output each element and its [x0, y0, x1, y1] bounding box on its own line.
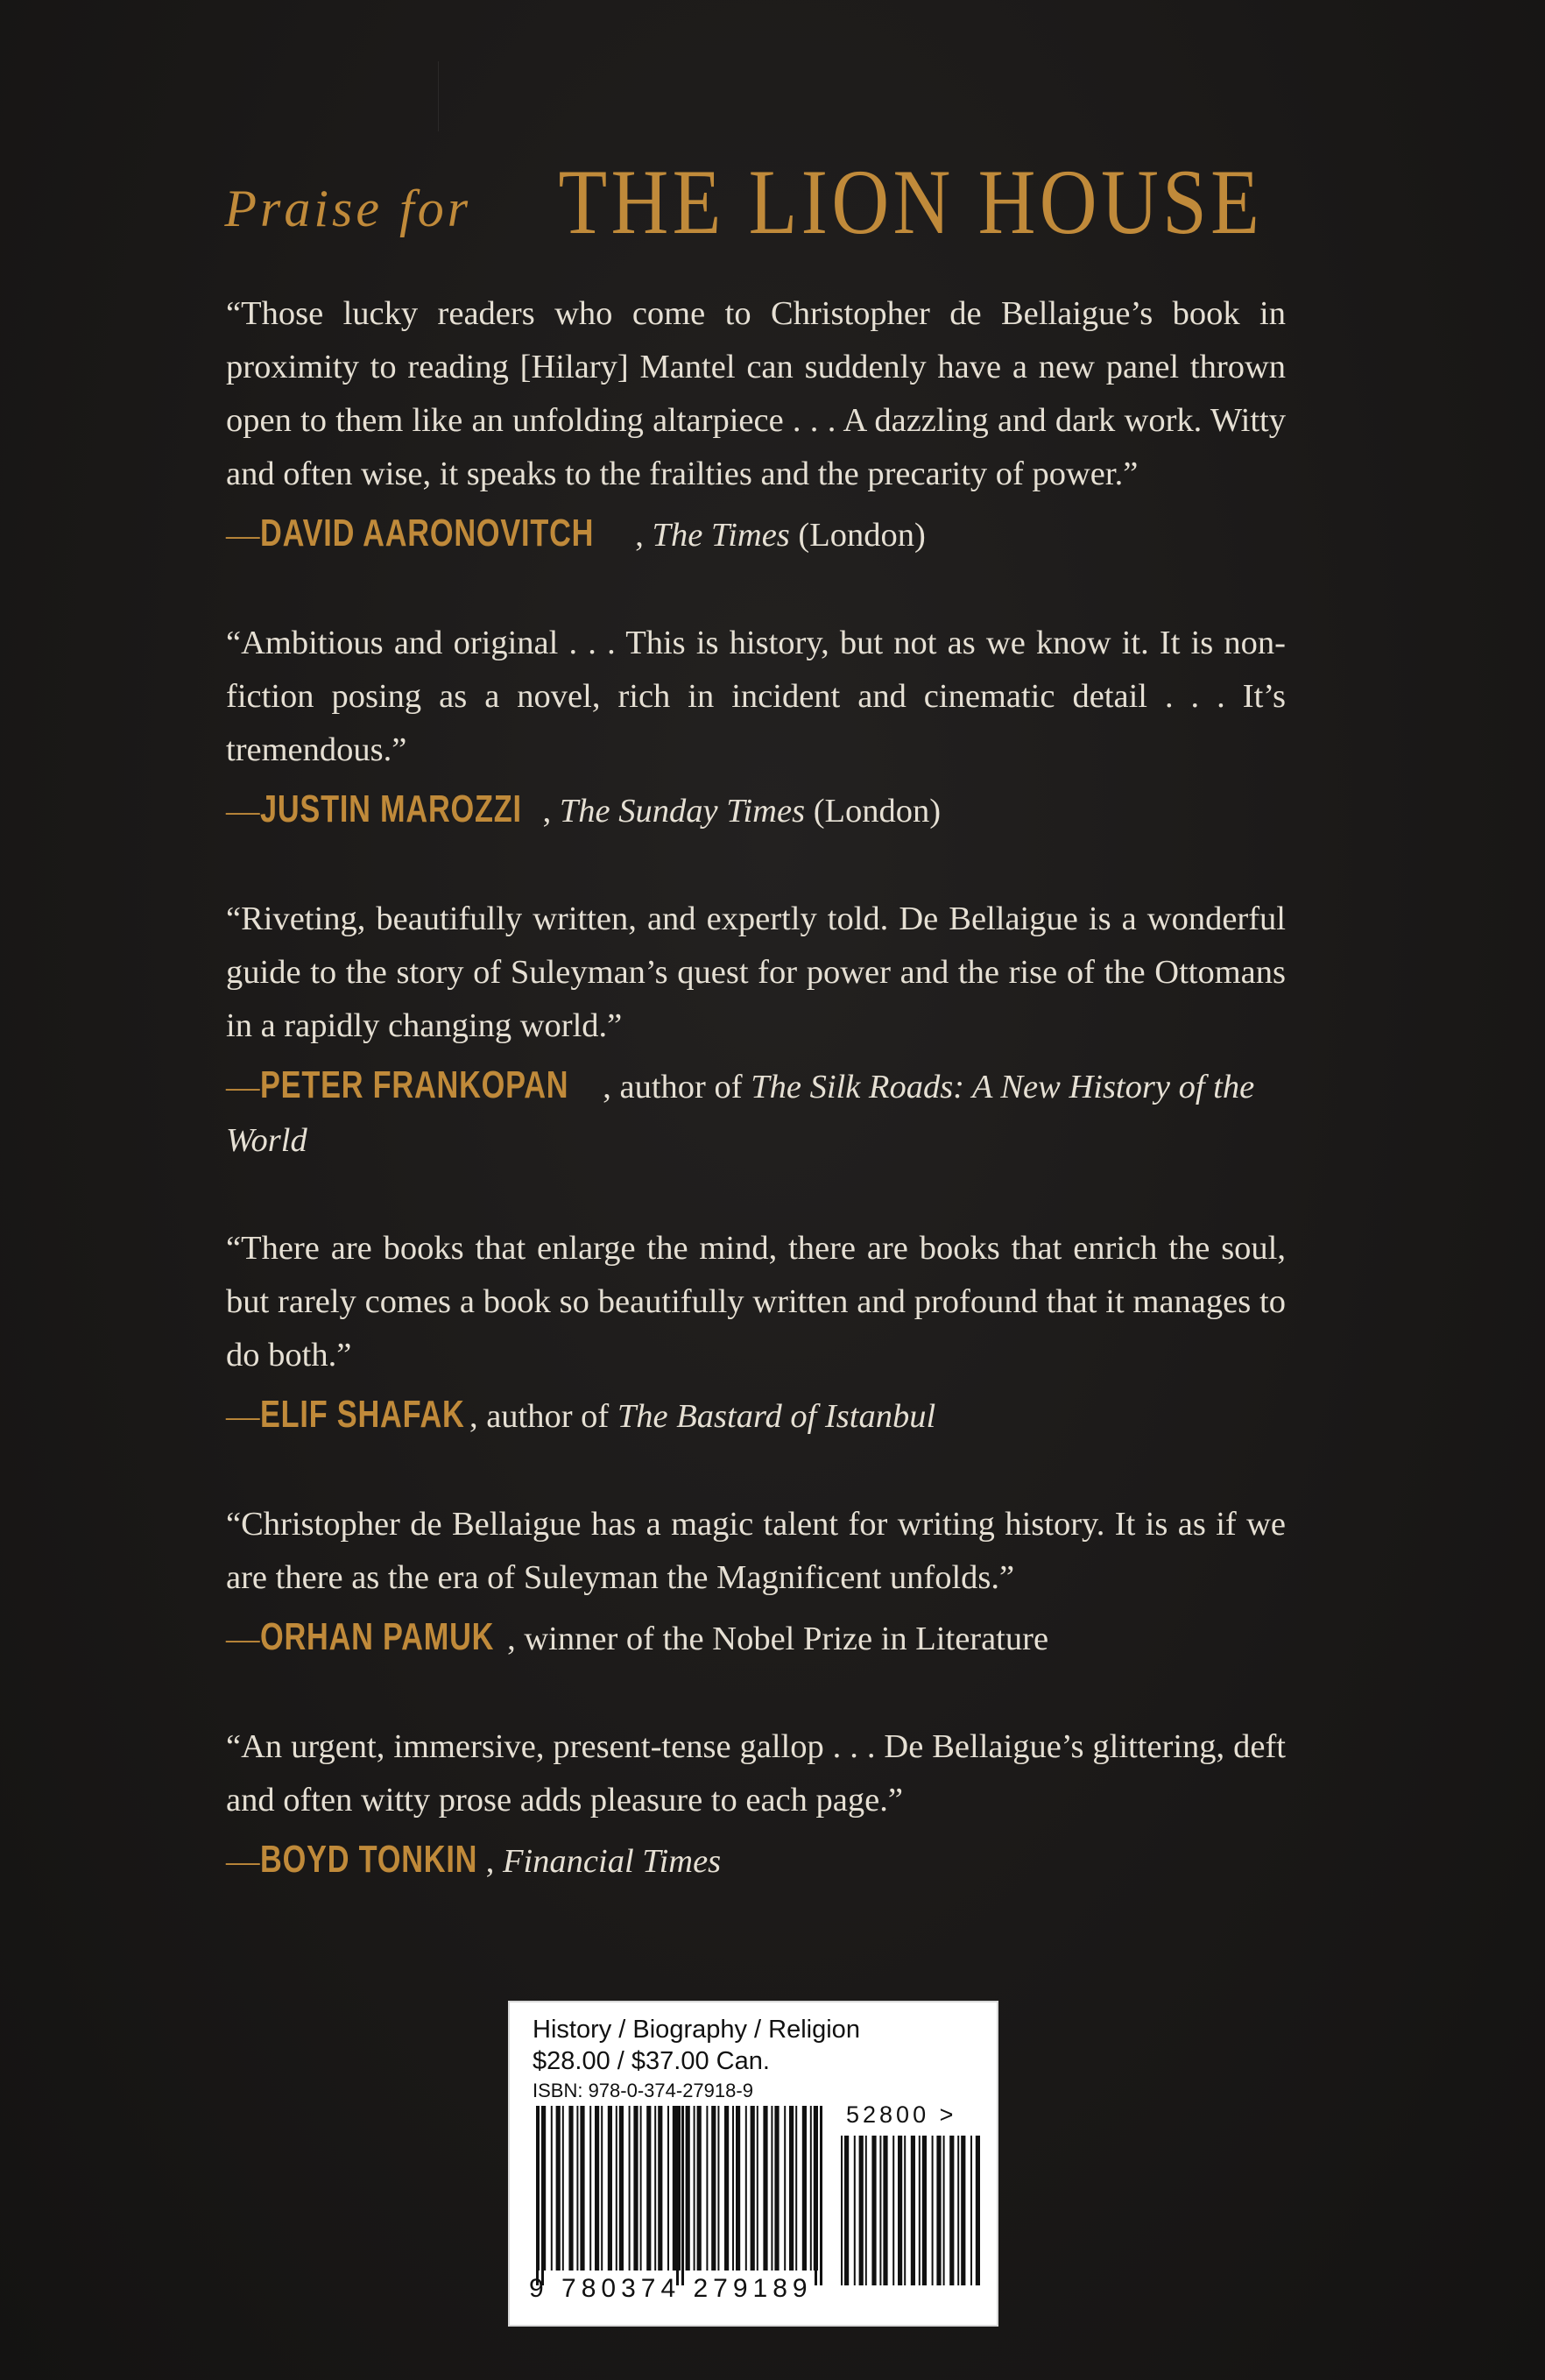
barcode-bar	[898, 2136, 902, 2285]
barcode-panel	[508, 2001, 998, 2327]
barcode-bar	[795, 2106, 797, 2271]
blurb	[226, 287, 1286, 562]
barcode-bar	[717, 2106, 719, 2271]
blurb	[226, 617, 1286, 838]
barcode-bar	[949, 2136, 954, 2285]
barcode-bar	[961, 2136, 965, 2285]
barcode-guard-bar	[541, 2106, 544, 2285]
reviewer-name: BOYD TONKIN	[259, 1838, 477, 1881]
barcode-bar	[686, 2106, 690, 2271]
barcode-bar	[871, 2136, 876, 2285]
barcode-guard-bar	[820, 2106, 822, 2285]
barcode-bar	[576, 2106, 578, 2271]
barcode-bar	[774, 2106, 779, 2271]
barcode-bar	[562, 2106, 564, 2271]
publication-name: Financial Times	[502, 1843, 722, 1880]
barcode-bar	[810, 2106, 812, 2271]
barcode-bar	[608, 2106, 612, 2271]
blurb-attribution	[226, 506, 1286, 562]
barcode-bar	[763, 2106, 767, 2271]
isbn-barcode	[533, 2106, 988, 2299]
cover-scratch	[438, 61, 439, 131]
barcode-bar	[943, 2136, 945, 2285]
barcode-bar	[904, 2136, 906, 2285]
barcode-bar	[706, 2106, 708, 2271]
attribution-separator: ,	[542, 793, 552, 830]
blurb-text: “Christopher de Bellaigue has a magic talent for writing history. It is as if we are there as the era of Suleyman the Magnificent unfolds.”	[226, 1506, 1286, 1596]
attribution-separator: , author of	[603, 1069, 743, 1105]
barcode-guard-bar	[676, 2106, 679, 2285]
barcode-bar	[970, 2136, 972, 2285]
barcode-bar	[667, 2106, 669, 2271]
barcode-bar	[751, 2106, 755, 2271]
praise-heading	[0, 149, 1545, 256]
barcode-bar	[679, 2106, 681, 2271]
barcode-bar	[865, 2136, 867, 2285]
reviewer-name: PETER FRANKOPAN	[259, 1063, 568, 1106]
barcode-bar	[732, 2106, 734, 2271]
attribution-separator: ,	[485, 1843, 495, 1880]
blurb-attribution	[226, 1610, 1286, 1666]
barcode-bar	[976, 2136, 980, 2285]
attribution-separator: , winner of the Nobel Prize in Literature	[507, 1621, 1049, 1657]
publication-suffix: (London)	[805, 793, 942, 830]
blurb-list	[226, 287, 1286, 1889]
reviewer-name: DAVID AARONOVITCH	[259, 512, 594, 554]
barcode-bar	[658, 2106, 662, 2271]
barcode-bar	[568, 2106, 573, 2271]
price-code: 52800 >	[846, 2101, 957, 2128]
publication-name: The Times	[652, 517, 790, 554]
blurb-attribution	[226, 1833, 1286, 1889]
barcode-bar	[911, 2136, 915, 2285]
blurb-text: “Ambitious and original . . . This is history, but not as we know it. It is non-fiction posing as a novel, rich in incident and cinematic detail . . . It’s tremendous.”	[226, 625, 1286, 768]
book-price: $28.00 / $37.00 Can.	[533, 2047, 770, 2075]
barcode-bar	[640, 2106, 642, 2271]
praise-for-label: Praise for	[224, 180, 472, 237]
blurb-text: “Those lucky readers who come to Christopher de Bellaigue’s book in proximity to reading [Hilary] Mantel can suddenly have a new panel thrown open to them like an unfolding altarpiece . . . A dazzling and dark work. Witty and often wise, it speaks to the frailties and the precarity of power.”	[226, 295, 1286, 492]
barcode-bar	[551, 2106, 553, 2271]
book-title: THE LION HOUSE	[558, 151, 1264, 253]
barcode-bar	[784, 2106, 786, 2271]
barcode-bar	[745, 2106, 747, 2271]
blurb-attribution	[226, 1388, 1286, 1444]
barcode-bar	[844, 2136, 849, 2285]
barcode-bar	[841, 2136, 843, 2285]
barcode-bar	[556, 2106, 561, 2271]
attribution-dash: —	[226, 793, 260, 830]
ean-digits: 9 780374 279189	[529, 2274, 813, 2303]
barcode-guard-bar	[815, 2106, 817, 2285]
barcode-bar	[616, 2106, 617, 2271]
attribution-dash: —	[226, 1843, 260, 1880]
attribution-dash: —	[226, 1069, 260, 1105]
blurb-text: “An urgent, immersive, present-tense gallop . . . De Bellaigue’s glittering, deft and often witty prose adds pleasure to each page.”	[226, 1728, 1286, 1819]
attribution-separator: , author of	[469, 1398, 610, 1435]
barcode-bar	[580, 2106, 584, 2271]
barcode-bar	[697, 2106, 702, 2271]
barcode-bar	[922, 2136, 927, 2285]
blurb	[226, 1222, 1286, 1444]
barcode-bar	[802, 2106, 807, 2271]
barcode-bar	[629, 2106, 631, 2271]
blurb-attribution	[226, 782, 1286, 838]
barcode-bar	[789, 2106, 794, 2271]
blurb	[226, 1498, 1286, 1666]
publication-name: The Sunday Times	[559, 793, 806, 830]
barcode-bar	[711, 2106, 716, 2271]
barcode-bar	[646, 2106, 651, 2271]
reviewer-name: JUSTIN MAROZZI	[259, 787, 522, 830]
barcode-bar	[854, 2136, 856, 2285]
blurb-text: “Riveting, beautifully written, and expertly told. De Bellaigue is a wonderful guide to the story of Suleyman’s quest for power and the rise of the Ottomans in a rapidly changing world.”	[226, 900, 1286, 1044]
publication-name: The Silk Roads: A New History of the World	[226, 1069, 1255, 1159]
barcode-guard-bar	[536, 2106, 539, 2285]
barcode-bar	[879, 2136, 881, 2285]
barcode-bar	[771, 2106, 772, 2271]
isbn-label: ISBN: 978-0-374-27918-9	[533, 2080, 753, 2101]
attribution-dash: —	[226, 517, 260, 554]
barcode-bar	[694, 2106, 695, 2271]
barcode-bar	[932, 2136, 934, 2285]
blurb-attribution	[226, 1058, 1286, 1168]
barcode-bar	[892, 2136, 894, 2285]
publication-name: The Bastard of Istanbul	[617, 1398, 936, 1435]
attribution-separator: ,	[635, 517, 644, 554]
reviewer-name: ELIF SHAFAK	[259, 1393, 465, 1436]
barcode-bar	[633, 2106, 638, 2271]
barcode-bar	[936, 2136, 941, 2285]
barcode-bar	[736, 2106, 740, 2271]
blurb-text: “There are books that enlarge the mind, there are books that enrich the soul, but rarely comes a book so beautifully written and profound that it manages to do both.”	[226, 1230, 1286, 1374]
barcode-bar	[883, 2136, 887, 2285]
blurb	[226, 1720, 1286, 1889]
barcode-bar	[859, 2136, 864, 2285]
barcode-bar	[724, 2106, 729, 2271]
blurb	[226, 893, 1286, 1168]
barcode-bar	[601, 2106, 603, 2271]
barcode-bar	[595, 2106, 599, 2271]
barcode-guard-bar	[681, 2106, 684, 2285]
barcode-bar	[957, 2136, 959, 2285]
barcode-bar	[757, 2106, 758, 2271]
reviewer-name: ORHAN PAMUK	[259, 1615, 494, 1658]
barcode-bar	[919, 2136, 921, 2285]
attribution-dash: —	[226, 1398, 260, 1435]
barcode-bar	[619, 2106, 624, 2271]
barcode-bar	[589, 2106, 591, 2271]
book-category: History / Biography / Religion	[533, 2016, 860, 2044]
attribution-dash: —	[226, 1621, 260, 1657]
barcode-bar	[654, 2106, 656, 2271]
publication-suffix: (London)	[789, 517, 926, 554]
